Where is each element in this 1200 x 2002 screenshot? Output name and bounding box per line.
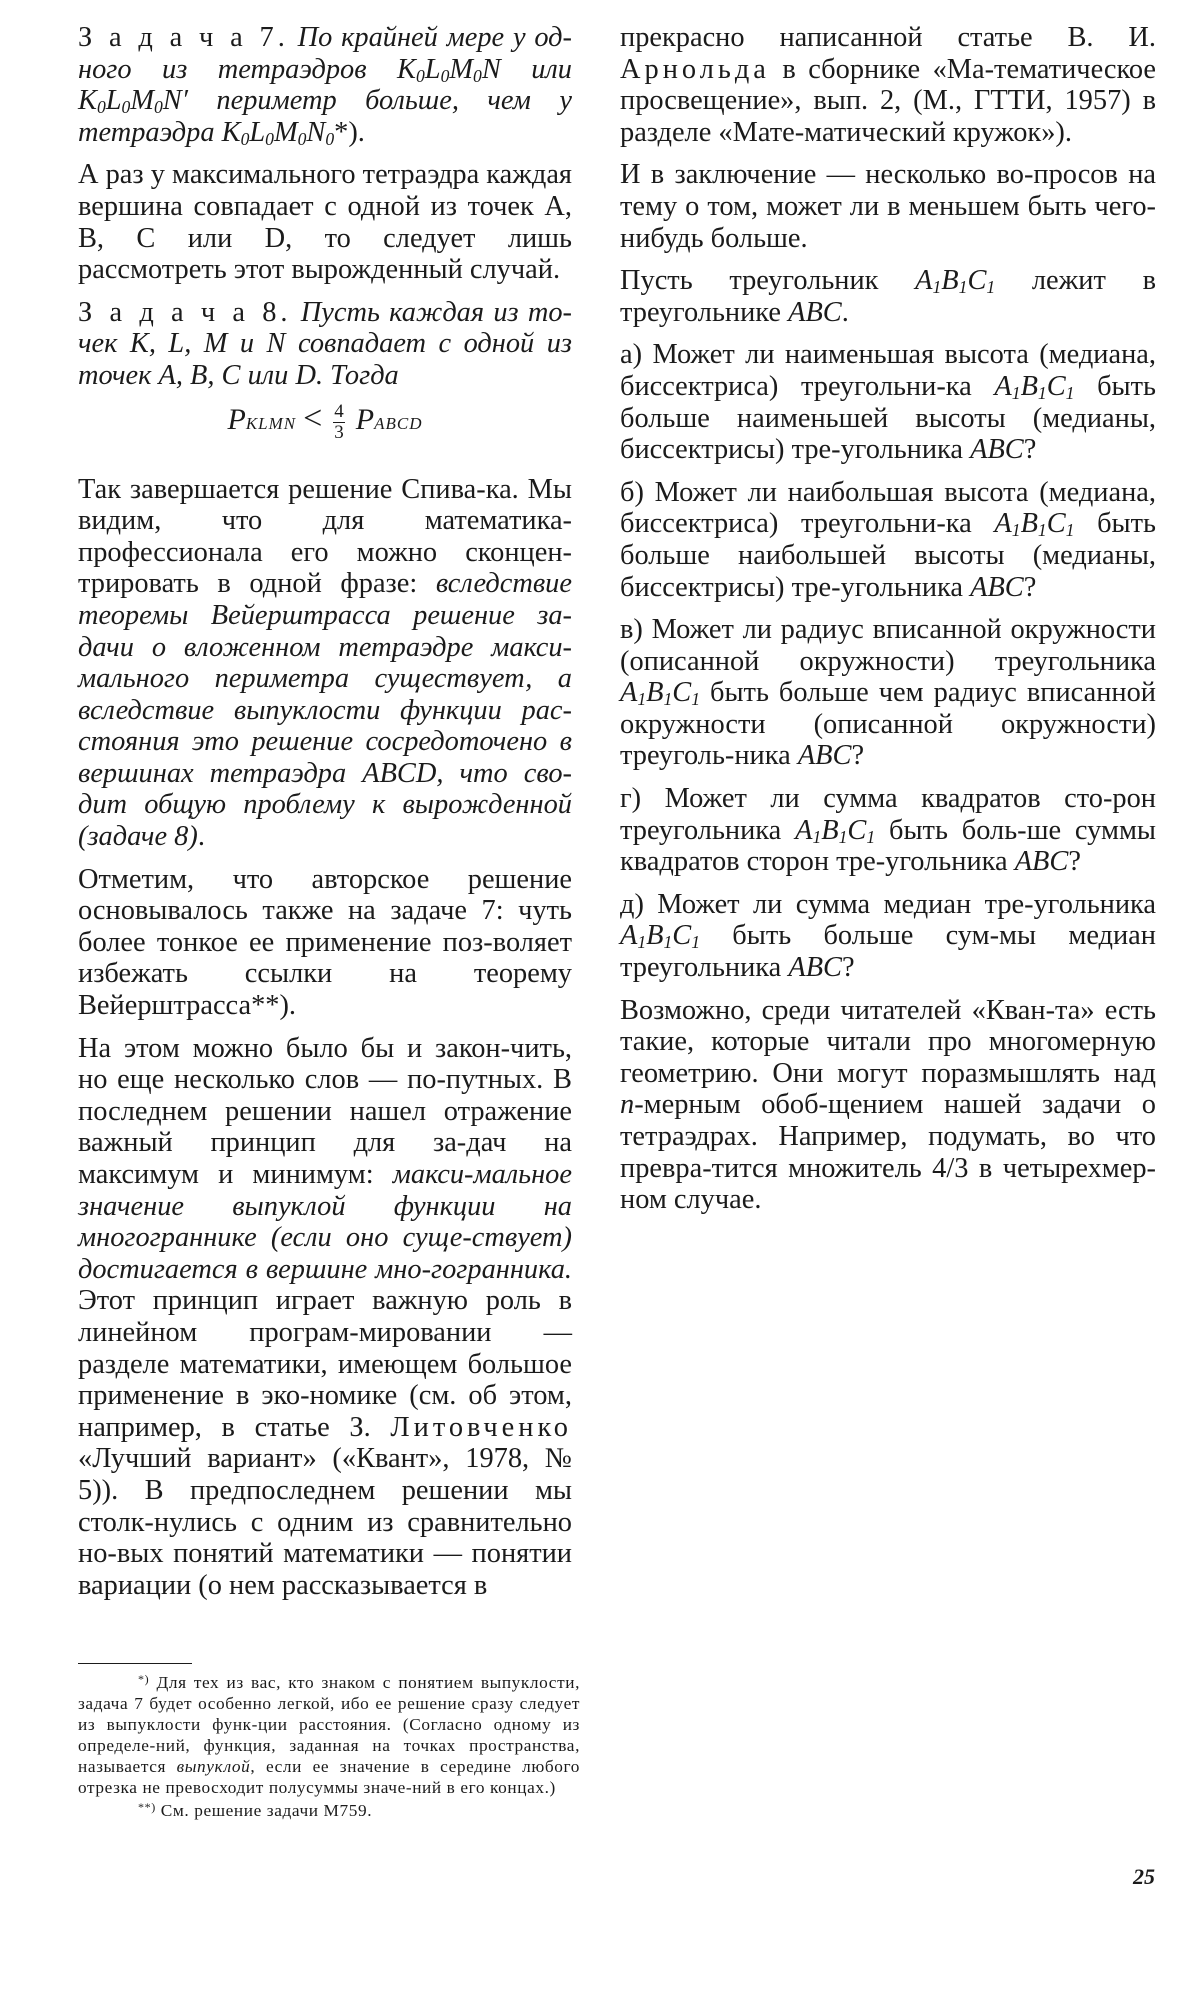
footnote-2 [78, 1800, 580, 1821]
footnote-1-mark: *) [138, 1672, 150, 1686]
question-b-text-1: б) Может ли наибольшая высота (медиана, биссектриса) треугольни-ка [620, 476, 1156, 540]
question-b-text-2: быть больше наибольшей высоты (медианы, биссектрисы) тре-угольника [620, 508, 1156, 603]
spivak-italic: вследствие теоремы Вейерштрасса решение за-дачи о вложенном тетраэдре макси-мального периметра существует, а вследствие выпуклости функции рас-стояния это решение сосредоточено в вершинах тетраэдра ABCD, что сво-дит общую проблему к вырожденной (задаче 8) [78, 568, 572, 853]
fraction-four-thirds [333, 402, 345, 443]
footnote-2-mark: **) [138, 1800, 156, 1814]
problem-7-text-a: По крайней мере у од-ного из тетраэдров [78, 22, 572, 85]
arnold-text-b: в сборнике «Ма-тематическое просвещение», вып. 2, (М., ГТТИ, 1957) в разделе «Мате-матический кружок»). [620, 53, 1156, 148]
triangle-a1b1c1: $A_1B_1C_1$ [994, 508, 1075, 541]
triangle-a1b1c1: $A_1B_1C_1$ [795, 814, 876, 847]
question-e: д) Может ли сумма медиан тре-угольника $A_1B_1C_1$ быть больше сум-мы медиан треугольника ABC? [620, 888, 1156, 984]
footnote-1 [78, 1672, 580, 1798]
question-c-text-1: в) Может ли радиус вписанной окружности (описанной окружности) треугольника [620, 614, 1156, 677]
paragraph-author-solution: Отметим, что авторское решение основывалось также на задаче 7: чуть более тонкое ее применение поз-воляет избежать ссылки на теорему Вейерштрасса**). [78, 863, 572, 1022]
triangle-abc: ABC [788, 296, 842, 328]
triangle-abc: ABC [797, 740, 852, 772]
left-column [78, 22, 572, 1601]
problem-7-or: или [531, 53, 572, 85]
question-d-text-2: быть боль-ше суммы квадратов сторон тре-угольника [620, 814, 1156, 878]
right-column [620, 22, 1156, 1216]
multidim-text-a: Возможно, среди читателей «Кван-та» есть такие, которые читали про многомерную геометрию. Они могут поразмышлять над [620, 994, 1156, 1089]
principle-text-d: «Лучший вариант» («Квант», 1978, № 5)). В предпоследнем решении мы столк-нулись с одним из сравнительно но-вых понятий математики — понятии вариации (о нем рассказывается в [78, 1443, 572, 1601]
triangle-a1b1c1: $A_1B_1C_1$ [994, 370, 1075, 403]
problem-8-lead: З а д а ч а 8. [78, 296, 292, 328]
paragraph-principle [78, 1033, 572, 1602]
question-a: а) Может ли наименьшая высота (медиана, биссектриса) треугольни-ка $A_1B_1C_1$ быть больше наименьшей высоты (медианы, биссектрисы) тре-угольника ABC? [620, 339, 1156, 466]
footnote-1-text-a: Для тех из вас, кто знаком с понятием выпуклости, задача 7 будет особенно легкой, ибо ее решение сразу следует из выпуклости функ-ции расстояния. (Согласно одному из определе-ний, функция, заданная на точках пространства, называется [78, 1673, 580, 1776]
question-e-text-1: д) Может ли сумма медиан тре-угольника [620, 888, 1156, 920]
page-number: 25 [1133, 1864, 1155, 1889]
tetra-klmn: $K_0L_0M_0N$ [397, 53, 501, 86]
paragraph-conclusion: И в заключение — несколько во-просов на тему о том, может ли в меньшем быть чего-нибудь больше. [620, 159, 1156, 254]
triangle-a1b1c1: $A_1B_1C_1$ [915, 265, 996, 298]
question-b: б) Может ли наибольшая высота (медиана, биссектриса) треугольни-ка $A_1B_1C_1$ быть больше наибольшей высоты (медианы, биссектрисы) тре-угольника ABC? [620, 476, 1156, 603]
triangle-abc: ABC [788, 952, 842, 984]
arnold-text-a: прекрасно написанной статье В. И. [620, 22, 1156, 53]
triangle-abc: ABC [1014, 846, 1069, 878]
problem-7: З а д а ч а 7. По крайней мере у од-ного из тетраэдров $K_0L_0M_0N$ или $K_0L_0M_0N'$ периметр больше, чем у тетраэдра $K_0L_0M_0N_0*$). [78, 22, 572, 149]
footnote-2-text: См. решение задачи М759. [160, 1801, 373, 1820]
problem-8 [78, 297, 572, 392]
paragraph-max-tetra: А раз у максимального тетраэдра каждая вершина совпадает с одной из точек A, B, C или D, то следует лишь рассмотреть этот вырожденный случай. [78, 159, 572, 286]
problem-8-text: Пусть каждая из то-чек K, L, M и N совпадает с одной из точек A, B, C или D. Тогда [78, 296, 572, 391]
perimeter-inequality: PKLMN < $\frac{4}{3}$ PABCD [227, 399, 423, 443]
author-arnold: Арнольда [620, 53, 770, 85]
principle-text-c: Этот принцип играет важную роль в линейном програм-мировании — разделе математики, имеющем большое применение в эко-номике (см. об этом, например, в статье З. [78, 1285, 572, 1443]
triangle-abc: ABC [970, 571, 1024, 603]
principle-text-a: На этом можно было бы и закон-чить, но еще несколько слов — по-путных. В последнем решении нашел отражение важный принцип для за-дач на максимум и минимум: [78, 1032, 572, 1190]
triangle-a1b1c1: $A_1B_1C_1$ [620, 920, 701, 953]
tetra-klmn0: $K_0L_0M_0N_0$ [221, 116, 335, 149]
paragraph-spivak [78, 474, 572, 853]
triangle-text-b: лежит в треугольнике [620, 265, 1156, 328]
paragraph-multidim [620, 995, 1156, 1216]
spivak-text: Так завершается решение Спива-ка. Мы видим, что для математика-профессионала его можно сконцен-трировать в одной фразе: [78, 473, 572, 600]
footnote-1-em: выпуклой [176, 1757, 251, 1776]
paragraph-arnold [620, 22, 1156, 148]
question-c: в) Может ли радиус вписанной окружности (описанной окружности) треугольника $A_1B_1C_1$ быть больше чем радиус вписанной окружности (описанной окружности) треуголь-ника ABC? [620, 614, 1156, 772]
fraction-denominator: 3 [334, 421, 344, 443]
question-d-text-1: г) Может ли сумма квадратов сто-рон треугольника [620, 783, 1156, 846]
paragraph-triangle: Пусть треугольник $A_1B_1C_1$ лежит в треугольнике ABC. [620, 265, 1156, 328]
tetra-klmn-prime: $K_0L_0M_0N'$ [78, 85, 188, 118]
fraction-numerator: 4 [334, 400, 344, 422]
footnote-1-text-b: , если ее значение в середине любого отрезка не превосходит полусуммы значе-ний в его концах.) [78, 1757, 580, 1797]
spivak-end: . [197, 821, 205, 853]
question-d: г) Может ли сумма квадратов сто-рон треугольника $A_1B_1C_1$ быть боль-ше суммы квадратов сторон тре-угольника ABC? [620, 783, 1156, 878]
author-litovchenko: Литовченко [390, 1411, 572, 1443]
triangle-text: Пусть треугольник [620, 265, 879, 297]
problem-7-lead: З а д а ч а 7. [78, 22, 289, 53]
triangle-abc: ABC [970, 434, 1024, 466]
question-c-text-2: быть больше чем радиус вписанной окружности (описанной окружности) треуголь-ника [620, 677, 1156, 772]
footnotes [78, 1672, 580, 1821]
formula-sub-right: ABCD [374, 413, 423, 433]
footnote-rule [78, 1663, 192, 1664]
multidim-n: n [620, 1089, 635, 1121]
multidim-text-b: -мерным обоб-щением нашей задачи о тетраэдрах. Например, подумать, во что превра-тится множитель 4/3 в четырехмер-ном случае. [620, 1089, 1156, 1216]
principle-italic: макси-мальное значение выпуклой функции на многограннике (если оно суще-ствует) достигается в вершине мно-гогранника. [78, 1159, 572, 1285]
question-a-text-1: а) Может ли наименьшая высота (медиана, биссектриса) треугольни-ка [620, 339, 1156, 402]
question-e-text-2: быть больше сум-мы медиан треугольника [620, 920, 1156, 984]
formula-sub-left: KLMN [245, 413, 297, 433]
question-a-text-2: быть больше наименьшей высоты (медианы, биссектрисы) тре-угольника [620, 370, 1156, 466]
triangle-a1b1c1: $A_1B_1C_1$ [620, 677, 701, 710]
problem-7-text-b: периметр больше, чем у тетраэдра [78, 85, 572, 148]
